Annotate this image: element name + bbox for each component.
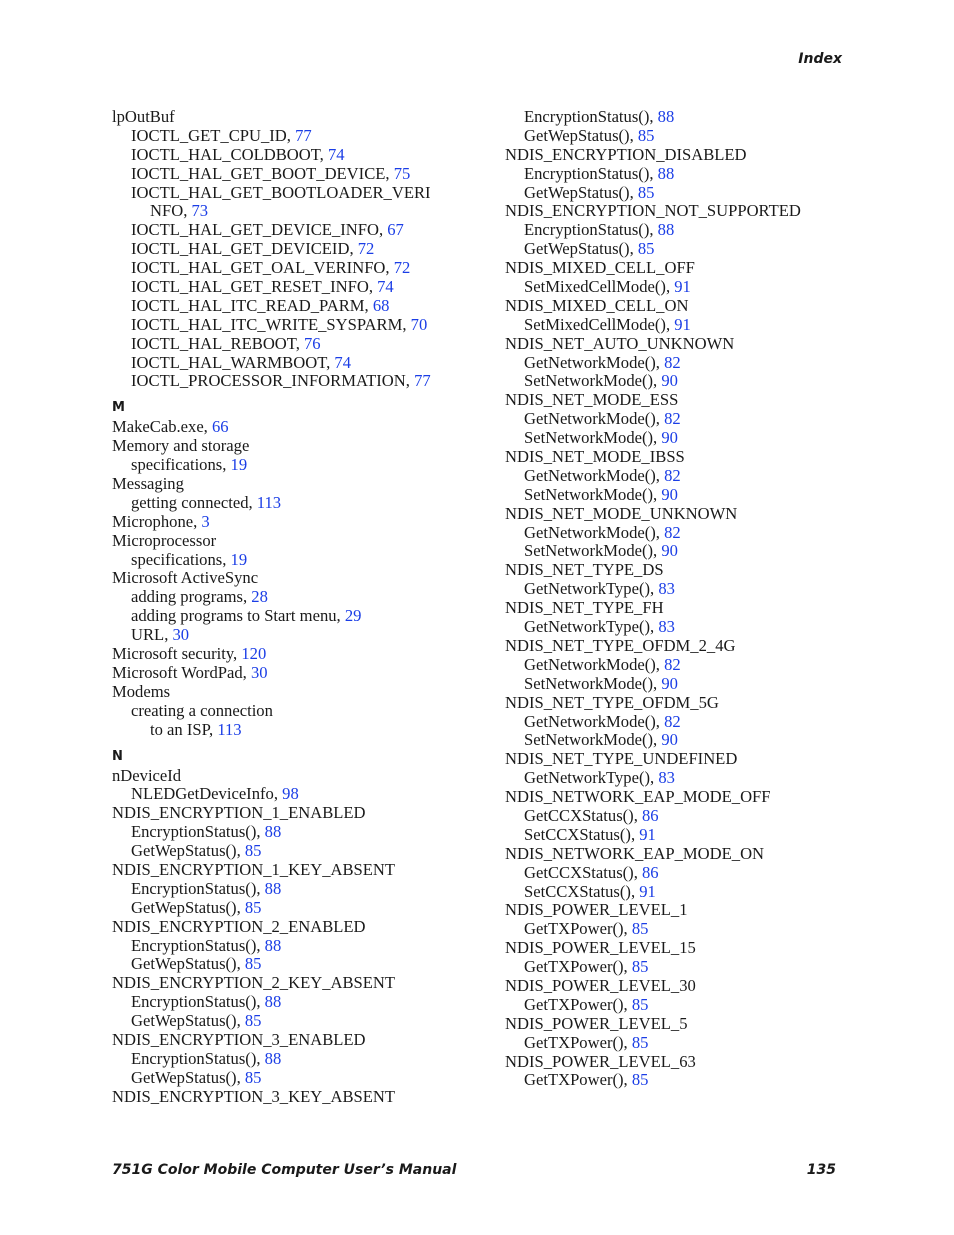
index-entry — [505, 391, 865, 410]
index-entry — [505, 259, 865, 278]
index-term: NDIS_POWER_LEVEL_5 — [505, 1013, 688, 1033]
footer-page-number: 135 — [806, 1162, 836, 1178]
index-entry — [505, 694, 865, 713]
index-entry — [505, 883, 865, 902]
index-entry — [112, 475, 482, 494]
index-entry — [505, 410, 865, 429]
index-term: GetWepStatus(), — [131, 1067, 245, 1087]
page-link[interactable]: 29 — [344, 606, 362, 626]
index-term: NDIS_NETWORK_EAP_MODE_ON — [505, 843, 765, 863]
page-link[interactable]: 82 — [664, 522, 681, 542]
page-link[interactable]: 82 — [664, 409, 681, 429]
index-term: IOCTL_HAL_GET_OAL_VERINFO, — [131, 258, 394, 278]
footer-manual-title: 751G Color Mobile Computer User’s Manual — [112, 1162, 457, 1178]
index-term: NDIS_POWER_LEVEL_1 — [505, 900, 688, 920]
index-term: GetNetworkMode(), — [524, 409, 665, 429]
index-term: specifications, — [131, 549, 231, 569]
index-entry — [112, 494, 482, 513]
index-entry — [505, 864, 865, 883]
page-link[interactable]: 85 — [631, 919, 649, 939]
index-term: URL, — [131, 625, 173, 645]
index-entry — [112, 146, 482, 165]
index-term: Microsoft security, — [112, 644, 242, 664]
index-entry — [112, 823, 482, 842]
index-term: Microphone, — [112, 511, 202, 531]
index-term: MakeCab.exe, — [112, 417, 212, 437]
index-term: NDIS_NET_MODE_UNKNOWN — [505, 503, 738, 523]
index-entry — [112, 418, 482, 437]
index-entry — [505, 977, 865, 996]
index-term: nDeviceId — [112, 765, 182, 785]
page-link[interactable]: 85 — [244, 1011, 262, 1031]
page-link[interactable]: 82 — [664, 711, 681, 731]
index-term: GetWepStatus(), — [131, 897, 245, 917]
index-entry — [112, 335, 482, 354]
index-term: GetNetworkMode(), — [524, 352, 665, 372]
index-entry — [505, 1034, 865, 1053]
section-letter: N — [112, 748, 123, 764]
index-entry — [505, 467, 865, 486]
page-link[interactable]: 82 — [664, 465, 681, 485]
page-link[interactable]: 90 — [661, 484, 678, 504]
page-link[interactable]: 72 — [393, 258, 411, 278]
index-entry — [505, 278, 865, 297]
index-term: NDIS_ENCRYPTION_1_ENABLED — [112, 803, 366, 823]
page-link[interactable]: 113 — [256, 492, 282, 512]
index-term: GetTXPower(), — [524, 1032, 632, 1052]
index-term: GetWepStatus(), — [131, 1011, 245, 1031]
index-term: SetMixedCellMode(), — [524, 314, 675, 334]
index-term: NLEDGetDeviceInfo, — [131, 784, 283, 804]
page-link[interactable]: 91 — [639, 881, 656, 901]
index-entry — [112, 532, 482, 551]
index-term: NDIS_ENCRYPTION_2_ENABLED — [112, 916, 366, 936]
index-entry — [505, 335, 865, 354]
index-term: GetWepStatus(), — [524, 125, 638, 145]
index-entry — [112, 955, 482, 974]
page-link[interactable]: 85 — [631, 994, 649, 1014]
index-entry — [112, 456, 482, 475]
page-link[interactable]: 68 — [372, 295, 390, 315]
index-term: IOCTL_HAL_ITC_READ_PARM, — [131, 295, 373, 315]
index-term: SetNetworkMode(), — [524, 428, 662, 448]
index-term: NDIS_ENCRYPTION_3_ENABLED — [112, 1029, 366, 1049]
page-link[interactable]: 91 — [674, 277, 691, 297]
index-term: GetTXPower(), — [524, 919, 632, 939]
index-term: NDIS_NET_TYPE_OFDM_5G — [505, 692, 719, 712]
index-entry — [505, 165, 865, 184]
page-link[interactable]: 90 — [661, 371, 678, 391]
page-link[interactable]: 86 — [642, 805, 659, 825]
page-link[interactable]: 85 — [631, 1070, 649, 1090]
index-term: NDIS_NET_TYPE_OFDM_2_4G — [505, 635, 736, 655]
index-entry — [505, 920, 865, 939]
page-link[interactable]: 3 — [201, 511, 210, 531]
page-link[interactable]: 91 — [674, 314, 691, 334]
index-term: EncryptionStatus(), — [524, 163, 658, 183]
index-entry — [112, 767, 482, 786]
index-term: NDIS_NET_TYPE_DS — [505, 560, 664, 580]
index-entry — [112, 569, 482, 588]
index-term: NDIS_ENCRYPTION_DISABLED — [505, 144, 747, 164]
index-entry — [112, 240, 482, 259]
index-term: GetTXPower(), — [524, 1070, 632, 1090]
index-entry — [112, 721, 482, 740]
index-term: NDIS_NETWORK_EAP_MODE_OFF — [505, 787, 771, 807]
index-term: GetCCXStatus(), — [524, 805, 642, 825]
running-header: Index — [798, 51, 842, 67]
index-entry — [505, 108, 865, 127]
index-term: NDIS_ENCRYPTION_3_KEY_ABSENT — [112, 1086, 396, 1106]
index-entry — [112, 937, 482, 956]
index-entry — [112, 880, 482, 899]
index-entry — [112, 354, 482, 373]
index-term: Microsoft WordPad, — [112, 662, 251, 682]
index-entry — [112, 1069, 482, 1088]
index-term: EncryptionStatus(), — [131, 935, 265, 955]
page-link[interactable]: 88 — [264, 878, 282, 898]
index-entry — [112, 607, 482, 626]
index-entry — [505, 505, 865, 524]
index-term: GetNetworkType(), — [524, 617, 659, 637]
index-entry — [112, 645, 482, 664]
index-term: IOCTL_HAL_GET_DEVICEID, — [131, 239, 358, 259]
index-entry — [112, 127, 482, 146]
index-term: GetCCXStatus(), — [524, 862, 642, 882]
index-term: IOCTL_GET_CPU_ID, — [131, 125, 296, 145]
index-term: NDIS_NET_MODE_ESS — [505, 390, 679, 410]
page-link[interactable]: 90 — [661, 673, 678, 693]
index-entry — [112, 785, 482, 804]
index-term: GetTXPower(), — [524, 957, 632, 977]
index-entry — [505, 542, 865, 561]
index-entry — [112, 278, 482, 297]
index-term: NDIS_ENCRYPTION_1_KEY_ABSENT — [112, 859, 396, 879]
page-link[interactable]: 85 — [637, 125, 655, 145]
page-link[interactable]: 70 — [410, 314, 428, 334]
index-term: NFO, — [150, 201, 192, 221]
index-entry — [505, 769, 865, 788]
index-term: GetWepStatus(), — [524, 239, 638, 259]
page-link[interactable]: 74 — [334, 352, 352, 372]
index-entry — [505, 675, 865, 694]
index-entry — [112, 626, 482, 645]
index-entry — [112, 993, 482, 1012]
index-entry — [505, 372, 865, 391]
index-entry — [505, 184, 865, 203]
index-term: IOCTL_HAL_REBOOT, — [131, 333, 304, 353]
index-entry — [112, 842, 482, 861]
index-entry — [505, 354, 865, 373]
index-entry — [112, 1088, 482, 1107]
index-term: IOCTL_HAL_WARMBOOT, — [131, 352, 335, 372]
index-term: NDIS_NET_AUTO_UNKNOWN — [505, 333, 735, 353]
index-term: SetCCXStatus(), — [524, 824, 640, 844]
index-term: to an ISP, — [150, 719, 218, 739]
page-link[interactable]: 73 — [191, 201, 209, 221]
index-entry — [112, 804, 482, 823]
page-link[interactable]: 75 — [393, 163, 411, 183]
index-term: NDIS_POWER_LEVEL_30 — [505, 975, 696, 995]
index-entry — [112, 1031, 482, 1050]
index-entry — [112, 588, 482, 607]
page-link[interactable]: 74 — [327, 144, 345, 164]
index-term: EncryptionStatus(), — [131, 1048, 265, 1068]
index-term: NDIS_POWER_LEVEL_63 — [505, 1051, 696, 1071]
index-term: Microsoft ActiveSync — [112, 568, 259, 588]
index-entry — [112, 702, 482, 721]
index-entry — [505, 221, 865, 240]
index-term: NDIS_POWER_LEVEL_15 — [505, 938, 696, 958]
index-entry — [112, 202, 482, 221]
index-entry — [505, 429, 865, 448]
page-link[interactable]: 85 — [244, 954, 262, 974]
index-entry — [505, 845, 865, 864]
index-term: GetNetworkMode(), — [524, 522, 665, 542]
index-entry — [505, 731, 865, 750]
index-entry — [505, 656, 865, 675]
page-link[interactable]: 77 — [295, 125, 312, 145]
page-link[interactable]: 30 — [250, 662, 268, 682]
index-term: Modems — [112, 681, 171, 701]
page-link[interactable]: 85 — [631, 1032, 649, 1052]
index-term: EncryptionStatus(), — [131, 822, 265, 842]
page-link[interactable]: 85 — [637, 239, 655, 259]
index-entry — [112, 221, 482, 240]
index-entry — [505, 202, 865, 221]
index-entry — [112, 974, 482, 993]
page-link[interactable]: 77 — [414, 371, 431, 391]
index-term: NDIS_MIXED_CELL_OFF — [505, 258, 695, 278]
index-term: GetNetworkType(), — [524, 579, 659, 599]
page-link[interactable]: 83 — [658, 579, 675, 599]
index-term: SetNetworkMode(), — [524, 673, 662, 693]
page-link[interactable]: 85 — [637, 182, 655, 202]
index-term: EncryptionStatus(), — [131, 878, 265, 898]
index-column-right — [505, 108, 865, 1090]
index-term: SetNetworkMode(), — [524, 484, 662, 504]
index-entry — [505, 316, 865, 335]
index-term: EncryptionStatus(), — [524, 107, 658, 126]
index-entry — [112, 108, 482, 127]
index-entry — [505, 1053, 865, 1072]
index-entry — [505, 637, 865, 656]
index-term: IOCTL_HAL_GET_DEVICE_INFO, — [131, 220, 388, 240]
index-term: getting connected, — [131, 492, 257, 512]
index-entry — [112, 297, 482, 316]
index-term: EncryptionStatus(), — [131, 992, 265, 1012]
index-entry — [505, 561, 865, 580]
index-term: Messaging — [112, 474, 184, 494]
index-entry — [112, 918, 482, 937]
page-link[interactable]: 90 — [661, 730, 678, 750]
index-term: SetNetworkMode(), — [524, 730, 662, 750]
index-entry — [505, 599, 865, 618]
page-link[interactable]: 28 — [251, 587, 268, 607]
page-link[interactable]: 90 — [661, 428, 678, 448]
index-entry — [112, 513, 482, 532]
index-term: GetNetworkMode(), — [524, 711, 665, 731]
index-term: IOCTL_HAL_ITC_WRITE_SYSPARM, — [131, 314, 411, 334]
section-letter: M — [112, 400, 125, 416]
index-term: SetNetworkMode(), — [524, 371, 662, 391]
index-entry — [505, 127, 865, 146]
index-entry — [505, 713, 865, 732]
index-term: SetMixedCellMode(), — [524, 277, 675, 297]
page-link[interactable]: 85 — [244, 897, 262, 917]
index-term: IOCTL_HAL_GET_BOOT_DEVICE, — [131, 163, 394, 183]
index-term: EncryptionStatus(), — [524, 220, 658, 240]
index-entry — [505, 750, 865, 769]
index-term: GetNetworkType(), — [524, 768, 659, 788]
index-term: GetNetworkMode(), — [524, 654, 665, 674]
page-link[interactable]: 88 — [264, 822, 282, 842]
index-term: GetNetworkMode(), — [524, 465, 665, 485]
index-entry — [112, 259, 482, 278]
index-term: NDIS_ENCRYPTION_2_KEY_ABSENT — [112, 973, 396, 993]
page-link[interactable]: 85 — [244, 1067, 262, 1087]
index-entry — [505, 939, 865, 958]
page-link[interactable]: 83 — [658, 768, 675, 788]
page-link[interactable]: 83 — [658, 617, 675, 637]
index-term: IOCTL_HAL_COLDBOOT, — [131, 144, 328, 164]
page-link[interactable]: 85 — [631, 957, 649, 977]
index-term: NDIS_NET_MODE_IBSS — [505, 447, 685, 467]
index-term: NDIS_MIXED_CELL_ON — [505, 295, 689, 315]
index-term: creating a connection — [131, 700, 273, 720]
index-term: adding programs, — [131, 587, 252, 607]
page-link[interactable]: 88 — [657, 220, 675, 240]
index-entry — [112, 664, 482, 683]
index-entry — [505, 524, 865, 543]
index-entry — [112, 899, 482, 918]
page-link[interactable]: 85 — [244, 841, 262, 861]
index-term: NDIS_ENCRYPTION_NOT_SUPPORTED — [505, 201, 801, 221]
index-entry — [112, 551, 482, 570]
page-link[interactable]: 113 — [217, 719, 242, 739]
page-link[interactable]: 30 — [172, 625, 190, 645]
index-entry — [505, 146, 865, 165]
index-entry — [505, 580, 865, 599]
index-entry — [505, 996, 865, 1015]
page-link[interactable]: 120 — [241, 644, 267, 664]
index-entry — [505, 448, 865, 467]
index-entry — [112, 165, 482, 184]
index-term: GetWepStatus(), — [131, 841, 245, 861]
page-link[interactable]: 88 — [657, 163, 675, 183]
page-link[interactable]: 76 — [304, 333, 321, 353]
index-entry — [112, 437, 482, 456]
index-entry — [505, 240, 865, 259]
index-entry — [505, 901, 865, 920]
page-link[interactable]: 82 — [664, 654, 681, 674]
page-link[interactable]: 19 — [230, 455, 248, 475]
page-link[interactable]: 19 — [230, 549, 248, 569]
page-link[interactable]: 91 — [639, 824, 656, 844]
page-link[interactable]: 82 — [664, 352, 681, 372]
page-link[interactable]: 88 — [264, 1048, 282, 1068]
index-term: GetWepStatus(), — [524, 182, 638, 202]
page-link[interactable]: 72 — [357, 239, 375, 259]
page-link[interactable]: 67 — [387, 220, 404, 240]
index-term: NDIS_NET_TYPE_UNDEFINED — [505, 749, 738, 769]
page-link[interactable]: 66 — [211, 417, 229, 437]
index-entry — [112, 1012, 482, 1031]
index-entry — [505, 618, 865, 637]
page-link[interactable]: 88 — [657, 107, 675, 126]
index-term: IOCTL_HAL_GET_RESET_INFO, — [131, 277, 378, 297]
index-entry — [112, 184, 482, 203]
index-term: GetTXPower(), — [524, 994, 632, 1014]
page-link[interactable]: 98 — [282, 784, 299, 804]
index-entry — [112, 1050, 482, 1069]
page-link[interactable]: 74 — [377, 277, 394, 297]
index-term: SetNetworkMode(), — [524, 541, 662, 561]
index-term: IOCTL_PROCESSOR_INFORMATION, — [131, 371, 415, 391]
page-link[interactable]: 86 — [642, 862, 659, 882]
index-term: lpOutBuf — [112, 107, 175, 126]
index-term: Microprocessor — [112, 530, 217, 550]
index-entry — [505, 1071, 865, 1090]
page-link[interactable]: 88 — [264, 935, 282, 955]
index-term: Memory and storage — [112, 436, 250, 456]
index-entry — [505, 788, 865, 807]
page-link[interactable]: 90 — [661, 541, 678, 561]
index-term: IOCTL_HAL_GET_BOOTLOADER_VERI — [131, 182, 431, 202]
index-entry — [112, 372, 482, 391]
index-entry — [505, 486, 865, 505]
index-entry — [505, 1015, 865, 1034]
index-entry — [112, 861, 482, 880]
index-term: GetWepStatus(), — [131, 954, 245, 974]
index-entry — [112, 683, 482, 702]
index-term: specifications, — [131, 455, 231, 475]
index-term: SetCCXStatus(), — [524, 881, 640, 901]
index-term: adding programs to Start menu, — [131, 606, 345, 626]
index-entry — [505, 807, 865, 826]
page-link[interactable]: 88 — [264, 992, 282, 1012]
index-entry — [505, 297, 865, 316]
index-entry — [112, 316, 482, 335]
index-entry — [505, 826, 865, 845]
index-term: NDIS_NET_TYPE_FH — [505, 598, 664, 618]
index-column-left — [112, 108, 482, 1107]
index-entry — [505, 958, 865, 977]
